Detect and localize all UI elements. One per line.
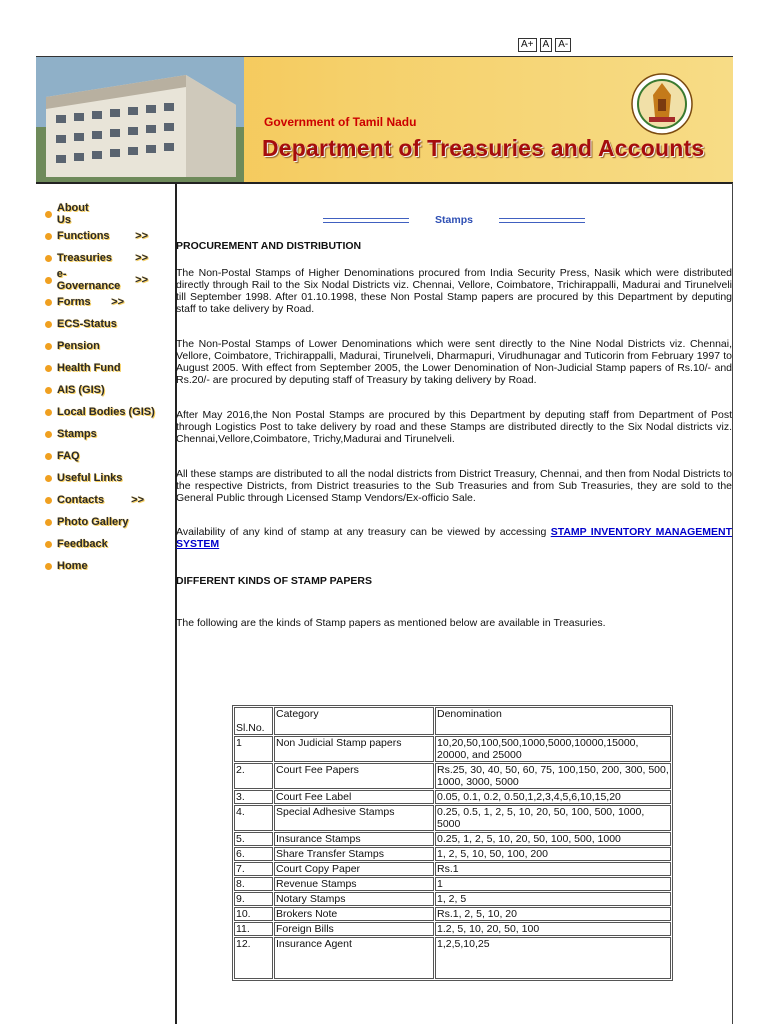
bullet-icon [45,277,52,284]
cell-slno: 8. [234,877,273,891]
cell-denomination: 1, 2, 5 [435,892,671,906]
sidebar-item-label: Functions [57,230,110,242]
sidebar-item-stamps[interactable] [45,423,155,445]
cell-slno: 6. [234,847,273,861]
title-rule-left [323,218,409,223]
table-row [234,907,671,921]
bullet-icon [45,475,52,482]
paragraph-table-intro: The following are the kinds of Stamp papers as mentioned below are available in Treasuries. [176,617,606,629]
cell-denomination: 0.25, 0.5, 1, 2, 5, 10, 20, 50, 100, 500, 1000, 5000 [435,805,671,831]
bullet-icon [45,211,52,218]
right-column-border [732,183,733,1024]
main-content [176,212,732,950]
table-row [234,922,671,936]
paragraph-availability [176,526,732,550]
sidebar-item-feedback[interactable] [45,533,155,555]
sidebar-item-health-fund[interactable] [45,357,155,379]
sidebar-item-home[interactable] [45,555,155,577]
paragraph-after-2016: After May 2016,the Non Postal Stamps are procured by this Department by deputing staff from Department of Post through Logistics Post to take delivery by road and these Stamps are distributed directly to the Six Nodal districts viz. Chennai,Vellore,Coimbatore, Trichy,Madurai and Tirunelveli. [176,409,732,445]
cell-category: Insurance Agent [274,937,434,979]
paragraph-lower-denominations: The Non-Postal Stamps of Lower Denominations which were sent directly to the Nine Nodal Districts viz. Chennai, Vellore, Coimbatore, Trichirappalli, Madurai, Tirunelveli, Dharmapuri, Virudhunagar and Tuticorin from February 1997 to August 2005. With effect from September 2005, the Lower Denomination of Non-Judicial Stamp papers of Rs.10/- and Rs.20/- are procured by deputing staff of Treasury by taking delivery by Road. [176,338,732,386]
header-cell-denomination: Denomination [435,707,671,735]
sidebar-menu [45,203,155,577]
font-size-controls [518,38,571,52]
sidebar-item-label: Stamps [57,428,97,440]
department-title: Department of Treasuries and Accounts [262,135,705,161]
site-header-banner [36,56,733,184]
sidebar-item-label: About Us [56,202,89,226]
sidebar-item-label: Treasuries [57,252,113,264]
header-cell-category: Category [274,707,434,735]
sidebar-item-faq[interactable] [45,445,155,467]
cell-denomination: Rs.1, 2, 5, 10, 20 [435,907,671,921]
availability-text: Availability of any kind of stamp at any treasury can be viewed by accessing [176,526,551,538]
sidebar-item-label: e-Governance [56,268,121,292]
cell-denomination: 1.2, 5, 10, 20, 50, 100 [435,922,671,936]
cell-denomination: 1 [435,877,671,891]
cell-denomination: Rs.25, 30, 40, 50, 60, 75, 100,150, 200, 300, 500, 1000, 3000, 5000 [435,763,671,789]
sidebar-item-label: AIS (GIS) [57,384,105,396]
section-heading-procurement: PROCUREMENT AND DISTRIBUTION [176,240,362,252]
table-row [234,763,671,789]
stamp-inventory-link[interactable]: STAMP INVENTORY MANAGEMENT SYSTEM [176,526,732,550]
sidebar-item-label: FAQ [57,450,80,462]
sidebar-item-label: Home [57,560,88,572]
cell-category: Non Judicial Stamp papers [274,736,434,762]
tamil-nadu-emblem-icon [631,73,693,135]
sidebar-item-label: Photo Gallery [57,516,129,528]
bullet-icon [45,519,52,526]
section-heading-stamp-papers: DIFFERENT KINDS OF STAMP PAPERS [176,575,373,587]
table-row [234,736,671,762]
cell-category: Revenue Stamps [274,877,434,891]
cell-category: Court Fee Label [274,790,434,804]
submenu-arrow-icon: >> [135,274,148,286]
bullet-icon [45,453,52,460]
sidebar-item-e-governance[interactable] [45,269,148,291]
sidebar-item-label: Local Bodies (GIS) [57,406,155,418]
bullet-icon [45,233,52,240]
cell-denomination: 10,20,50,100,500,1000,5000,10000,15000, 20000, and 25000 [435,736,671,762]
paragraph-distribution: All these stamps are distributed to all the nodal districts from District Treasury, Chennai, and then from Nodal Districts to the respective Districts, from District treasuries to the Sub Treasuries and from Sub Treasuries, they are sold to the General Public through Licensed Stamp Vendors/Ex-officio Sale. [176,468,732,504]
cell-category: Foreign Bills [274,922,434,936]
table-row [234,790,671,804]
cell-denomination: 1,2,5,10,25 [435,937,671,979]
sidebar-item-useful-links[interactable] [45,467,155,489]
table-header-row [234,707,671,735]
bullet-icon [45,541,52,548]
cell-slno: 12. [234,937,273,979]
cell-category: Special Adhesive Stamps [274,805,434,831]
font-reset-button[interactable]: A [540,38,553,52]
submenu-arrow-icon: >> [135,230,148,242]
bullet-icon [45,365,52,372]
bullet-icon [45,299,52,306]
paragraph-higher-denominations: The Non-Postal Stamps of Higher Denominations procured from India Security Press, Nasik which were distributed directly through Rail to the Six Nodal Districts viz. Chennai, Vellore, Coimbatore, Trichirappalli, Madurai and Tirunelveli till September 1998. After 01.10.1998, these Non Postal Stamp papers are procured by this Department by deputing staff to take delivery by Road. [176,267,732,315]
sidebar-item-label: Contacts [57,494,105,506]
cell-slno: 4. [234,805,273,831]
cell-category: Court Fee Papers [274,763,434,789]
sidebar-item-label: Forms [57,296,91,308]
cell-category: Court Copy Paper [274,862,434,876]
page-title: Stamps [435,214,473,226]
table-row [234,847,671,861]
cell-slno: 7. [234,862,273,876]
cell-denomination: Rs.1 [435,862,671,876]
cell-category: Share Transfer Stamps [274,847,434,861]
cell-denomination: 1, 2, 5, 10, 50, 100, 200 [435,847,671,861]
bullet-icon [45,255,52,262]
sidebar-item-label: Feedback [57,538,108,550]
font-decrease-button[interactable]: A- [555,38,571,52]
bullet-icon [45,387,52,394]
font-increase-button[interactable]: A+ [518,38,537,52]
table-row [234,862,671,876]
bullet-icon [45,497,52,504]
cell-slno: 11. [234,922,273,936]
bullet-icon [45,343,52,350]
sidebar-item-local-bodies-gis[interactable] [45,401,155,423]
cell-slno: 1 [234,736,273,762]
cell-category: Insurance Stamps [274,832,434,846]
government-label: Government of Tamil Nadu [264,115,417,129]
sidebar-item-label: ECS-Status [57,318,117,330]
stamp-papers-table [232,705,673,981]
sidebar-item-label: Health Fund [57,362,121,374]
submenu-arrow-icon: >> [135,252,148,264]
table-row [234,832,671,846]
table-row [234,877,671,891]
sidebar-item-label: Pension [57,340,100,352]
cell-denomination: 0.05, 0.1, 0.2, 0.50,1,2,3,4,5,6,10,15,20 [435,790,671,804]
cell-denomination: 0.25, 1, 2, 5, 10, 20, 50, 100, 500, 1000 [435,832,671,846]
sidebar-item-forms[interactable] [45,291,124,313]
submenu-arrow-icon: >> [131,494,144,506]
title-rule-right [499,218,585,223]
cell-slno: 5. [234,832,273,846]
building-photo [36,57,244,182]
sidebar-item-treasuries[interactable] [45,247,148,269]
sidebar-item-about-us[interactable] [45,203,105,225]
table-row [234,892,671,906]
table-row [234,805,671,831]
cell-slno: 10. [234,907,273,921]
cell-category: Brokers Note [274,907,434,921]
bullet-icon [45,431,52,438]
cell-slno: 2. [234,763,273,789]
sidebar-item-ecs-status[interactable] [45,313,155,335]
submenu-arrow-icon: >> [111,296,124,308]
bullet-icon [45,409,52,416]
sidebar-item-photo-gallery[interactable] [45,511,155,533]
sidebar-item-ais-gis[interactable] [45,379,155,401]
table-row [234,937,671,979]
sidebar-item-functions[interactable] [45,225,148,247]
cell-category: Notary Stamps [274,892,434,906]
sidebar-item-pension[interactable] [45,335,155,357]
bullet-icon [45,563,52,570]
cell-slno: 9. [234,892,273,906]
bullet-icon [45,321,52,328]
page-title-bar [176,212,732,228]
header-cell-slno: Sl.No. [234,707,273,735]
cell-slno: 3. [234,790,273,804]
sidebar-item-label: Useful Links [57,472,123,484]
sidebar-item-contacts[interactable] [45,489,144,511]
